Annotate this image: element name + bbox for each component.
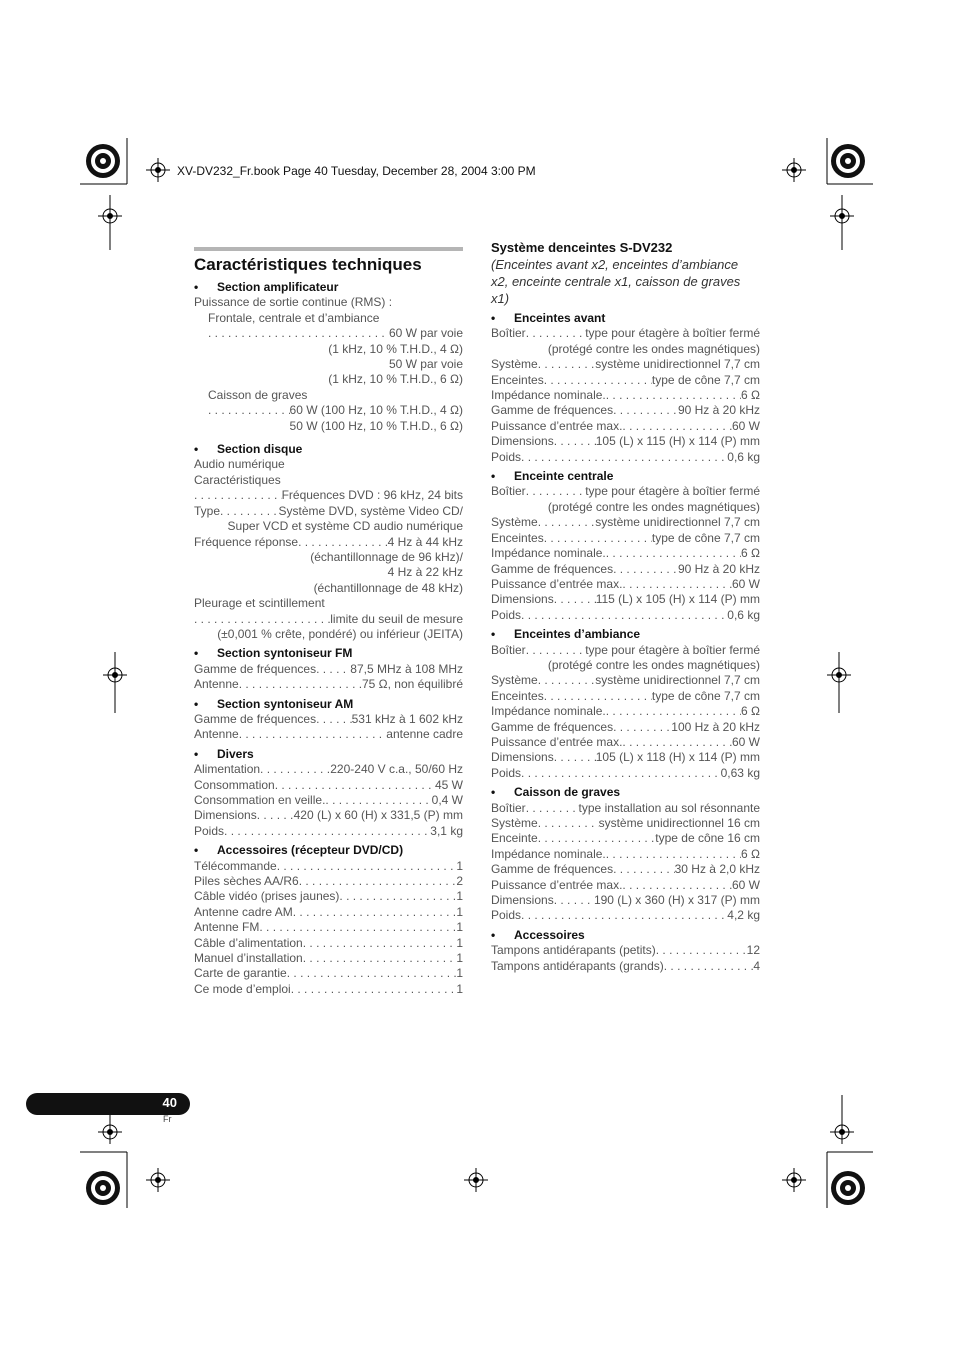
spec-row: Boîtier . . . type pour étagère à boîtier fermé	[491, 643, 760, 658]
text-line: (1 kHz, 10 % T.H.D., 6 Ω)	[328, 372, 463, 387]
spec-row: . . . Fréquences DVD : 96 kHz, 24 bits	[194, 488, 463, 503]
spec-row: Poids . . . 0,6 kg	[491, 450, 760, 465]
text-line: Frontale, centrale et d’ambiance	[208, 310, 380, 325]
spec-row: Piles sèches AA/R6 . . . 2	[194, 874, 463, 889]
spec-row: Dimensions . . . 420 (L) x 60 (H) x 331,5 (P) mm	[194, 808, 463, 823]
section-heading-fm-tuner: • Section syntoniseur FM	[194, 646, 353, 661]
spec-row: Gamme de fréquences . . . 100 Hz à 20 kHz	[491, 720, 760, 735]
spec-row: Tampons antidérapants (petits) . . . 12	[491, 943, 760, 958]
spec-row: Impédance nominale. . . . 6 Ω	[491, 546, 760, 561]
spec-row: Puissance d’entrée max. . . . 60 W	[491, 878, 760, 893]
spec-row: Impédance nominale. . . . 6 Ω	[491, 704, 760, 719]
right-column	[491, 239, 760, 974]
left-column	[194, 247, 463, 997]
spec-row: Boîtier . . . type pour étagère à boîtier fermé	[491, 484, 760, 499]
spec-row: Enceintes . . . type de cône 7,7 cm	[491, 689, 760, 704]
spec-row: Dimensions . . . 190 (L) x 360 (H) x 317 (P) mm	[491, 893, 760, 908]
spec-row: Antenne FM . . . 1	[194, 920, 463, 935]
spec-row: Poids . . . 0,6 kg	[491, 608, 760, 623]
section-heading-subwoofer: • Caisson de graves	[491, 785, 621, 800]
text-line: (protégé contre les ondes magnétiques)	[547, 657, 760, 672]
section-heading-amplifier: • Section amplificateur	[194, 280, 339, 294]
text-line: (échantillonnage de 96 kHz)/	[310, 549, 463, 564]
spec-row: Poids . . . 0,63 kg	[491, 766, 760, 781]
spec-row: Puissance d’entrée max. . . . 60 W	[491, 577, 760, 592]
spec-row: Gamme de fréquences . . . 531 kHz à 1 602 kHz	[194, 712, 463, 727]
spec-row: Enceintes . . . type de cône 7,7 cm	[491, 531, 760, 546]
spec-row: Dimensions . . . 115 (L) x 105 (H) x 114 (P) mm	[491, 592, 760, 607]
text-line: 50 W par voie	[388, 357, 463, 372]
spec-row: Enceinte . . . type de cône 16 cm	[491, 831, 760, 846]
spec-row: Antenne . . . 75 Ω, non équilibré	[194, 677, 463, 692]
text-line: Pleurage et scintillement	[194, 596, 325, 611]
spec-row: Impédance nominale. . . . 6 Ω	[491, 847, 760, 862]
text-line: Audio numérique	[194, 457, 285, 472]
text-line: 4 Hz à 22 kHz	[387, 565, 463, 580]
text-line: (échantillonnage de 48 kHz)	[313, 580, 463, 595]
spec-row: Alimentation . . . 220-240 V c.a., 50/60 Hz	[194, 762, 463, 777]
spec-row: . . . limite du seuil de mesure	[194, 612, 463, 627]
spec-row: Consommation . . . 45 W	[194, 778, 463, 793]
page-number: 40	[162, 1095, 177, 1110]
spec-row: Consommation en veille. . . . 0,4 W	[194, 793, 463, 808]
spec-row: Gamme de fréquences . . . 30 Hz à 2,0 kHz	[491, 862, 760, 877]
section-heading-speaker-accessories: • Accessoires	[491, 927, 585, 942]
spec-row: Câble vidéo (prises jaunes) . . . 1	[194, 889, 463, 904]
spec-row: Gamme de fréquences . . . 90 Hz à 20 kHz	[491, 562, 760, 577]
spec-row: Antenne . . . antenne cadre	[194, 727, 463, 742]
spec-row: Manuel d’installation . . . 1	[194, 951, 463, 966]
text-line: (protégé contre les ondes magnétiques)	[547, 499, 760, 514]
spec-row: Système . . . système unidirectionnel 16 cm	[491, 816, 760, 831]
spec-row: Fréquence réponse . . . 4 Hz à 44 kHz	[194, 535, 463, 550]
spec-row: . . . 60 W par voie	[194, 326, 463, 341]
page-number-tab	[26, 1093, 190, 1115]
text-line: Caisson de graves	[208, 387, 308, 402]
text-line: (±0,001 % crête, pondéré) ou inférieur (JEITA)	[217, 626, 463, 641]
spec-row: Impédance nominale. . . . 6 Ω	[491, 388, 760, 403]
spec-row: Dimensions . . . 105 (L) x 118 (H) x 114 (P) mm	[491, 750, 760, 765]
spec-row: Dimensions . . . 105 (L) x 115 (H) x 114 (P) mm	[491, 434, 760, 449]
text-line: Caractéristiques	[194, 472, 281, 487]
spec-row: Antenne cadre AM . . . 1	[194, 905, 463, 920]
text-line: (protégé contre les ondes magnétiques)	[547, 341, 760, 356]
page-language-code: Fr	[163, 1114, 172, 1124]
spec-row: Puissance d’entrée max. . . . 60 W	[491, 419, 760, 434]
spec-row: Gamme de fréquences . . . 90 Hz à 20 kHz	[491, 403, 760, 418]
text-line: Super VCD et système CD audio numérique	[227, 519, 463, 534]
spec-row: Carte de garantie . . . 1	[194, 966, 463, 981]
title-rule	[194, 247, 463, 251]
spec-row: Poids . . . 4,2 kg	[491, 908, 760, 923]
spec-row: Gamme de fréquences . . . 87,5 MHz à 108 MHz	[194, 662, 463, 677]
section-heading-misc: • Divers	[194, 746, 254, 761]
speaker-system-title: Système denceintes S-DV232	[491, 240, 673, 255]
spec-row: Système . . . système unidirectionnel 7,7 cm	[491, 673, 760, 688]
spec-row: Puissance d’entrée max. . . . 60 W	[491, 735, 760, 750]
spec-row: Télécommande . . . 1	[194, 859, 463, 874]
text-line: (1 kHz, 10 % T.H.D., 4 Ω)	[328, 341, 463, 356]
spec-row: Système . . . système unidirectionnel 7,7 cm	[491, 515, 760, 530]
section-heading-am-tuner: • Section syntoniseur AM	[194, 696, 354, 711]
spec-row: . . . 60 W (100 Hz, 10 % T.H.D., 4 Ω)	[194, 403, 463, 418]
spec-row: Câble d’alimentation . . . 1	[194, 936, 463, 951]
text-line: Puissance de sortie continue (RMS) :	[194, 295, 393, 310]
text-line: 50 W (100 Hz, 10 % T.H.D., 6 Ω)	[289, 418, 463, 433]
section-heading-surround-speakers: • Enceintes d’ambiance	[491, 627, 641, 642]
section-heading-center-speaker: • Enceinte centrale	[491, 469, 614, 484]
page-title: Caractéristiques techniques	[194, 255, 422, 274]
spec-row: Ce mode d’emploi . . . 1	[194, 982, 463, 997]
spec-row: Enceintes . . . type de cône 7,7 cm	[491, 373, 760, 388]
section-heading-disc: • Section disque	[194, 442, 303, 457]
spec-row: Tampons antidérapants (grands) . . . 4	[491, 959, 760, 974]
spec-row: Boîtier . . . type installation au sol résonnante	[491, 801, 760, 816]
book-header: XV-DV232_Fr.book Page 40 Tuesday, December 28, 2004 3:00 PM	[177, 164, 536, 178]
section-heading-front-speakers: • Enceintes avant	[491, 311, 606, 325]
section-heading-accessories: • Accessoires (récepteur DVD/CD)	[194, 843, 404, 858]
spec-row: Système . . . système unidirectionnel 7,7 cm	[491, 357, 760, 372]
speaker-system-subtitle: (Enceintes avant x2, enceintes d’ambiance x2, enceinte centrale x1, caisson de graves x1)	[491, 257, 741, 306]
spec-row: Boîtier . . . type pour étagère à boîtier fermé	[491, 326, 760, 341]
spec-row: Poids . . . 3,1 kg	[194, 824, 463, 839]
spec-row: Type . . . Système DVD, système Video CD/	[194, 504, 463, 519]
